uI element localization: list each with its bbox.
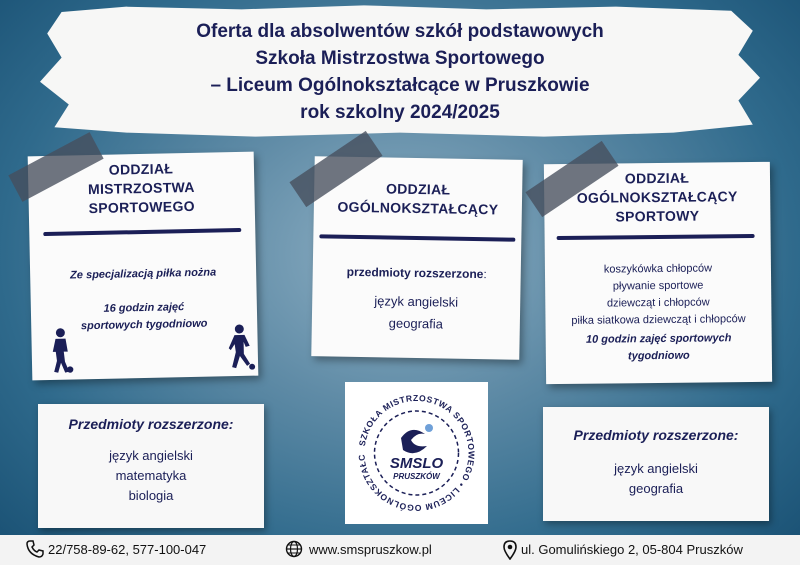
page-title [60, 18, 740, 126]
title-line-3: – Liceum Ogólnokształcące w Pruszkowie [210, 75, 590, 96]
card-sports-championship [28, 152, 259, 381]
phone-icon [26, 540, 44, 558]
sport-item: dziewcząt i chłopców [606, 296, 710, 310]
website-link[interactable] [285, 542, 432, 557]
subject-item: język angielski [614, 461, 698, 476]
logo-emblem [345, 382, 488, 524]
contact-footer [0, 535, 800, 565]
sport-item: koszykówka chłopców [603, 262, 713, 276]
website-text: www.smspruszkow.pl [309, 542, 432, 557]
title-line-4: rok szkolny 2024/2025 [300, 102, 500, 123]
soccer-player-icon [227, 324, 256, 371]
specialization-text: Ze specjalizacją piłka nożna [69, 266, 217, 282]
card-title: ODDZIAŁ MISTRZOSTWA SPORTOWEGO [87, 160, 196, 217]
card-general [311, 156, 522, 360]
subject-item: matematyka [115, 468, 187, 483]
subject-item: język angielski [374, 293, 459, 310]
card-title: ODDZIAŁ OGÓLNOKSZTAŁCĄCY [337, 180, 499, 218]
address-text: ul. Gomulińskiego 2, 05-804 Pruszków [521, 542, 743, 557]
soccer-player-icon [47, 327, 74, 374]
card-general-sports [544, 162, 772, 384]
location-pin-icon [503, 540, 517, 560]
extended-subjects-card [38, 404, 264, 528]
sport-item: pływanie sportowe [612, 279, 704, 293]
svg-text:SZKOŁA MISTRZOSTWA SPORTOWEGO: SZKOŁA MISTRZOSTWA SPORTOWEGO • LICEUM OGÓLNOKSZTAŁC [356, 392, 477, 514]
address-contact [503, 542, 743, 557]
phone-text: 22/758-89-62, 577-100-047 [48, 542, 207, 557]
card-title: ODDZIAŁ OGÓLNOKSZTAŁCĄCY SPORTOWY [576, 169, 738, 225]
sport-item: piłka siatkowa dziewcząt i chłopców [571, 313, 746, 327]
logo-name: SMSLO [389, 455, 444, 472]
subject-item: biologia [128, 488, 174, 503]
title-line-1: Oferta dla absolwentów szkół podstawowych [196, 21, 604, 42]
hours-line-2: sportowych tygodniowo [80, 317, 208, 333]
hours-line-1: 10 godzin zajęć sportowych [585, 332, 732, 346]
subjects-label: przedmioty rozszerzone: [346, 264, 487, 282]
hours-line-1: 16 godzin zajęć [103, 301, 185, 315]
logo-city: PRUSZKÓW [393, 472, 440, 481]
phone-contact[interactable] [26, 542, 206, 557]
extended-subjects-card [543, 407, 769, 521]
subject-item: geografia [388, 315, 444, 332]
globe-icon [285, 540, 303, 558]
title-line-2: Szkoła Mistrzostwa Sportowego [255, 48, 545, 69]
title-underline [319, 234, 515, 241]
title-underline [557, 234, 755, 240]
title-underline [43, 228, 241, 236]
school-logo [345, 382, 488, 524]
card-heading: Przedmioty rozszerzone: [573, 427, 739, 443]
hours-line-2: tygodniowo [627, 349, 690, 363]
subject-item: język angielski [109, 448, 193, 463]
card-heading: Przedmioty rozszerzone: [68, 416, 234, 432]
subject-item: geografia [628, 481, 684, 496]
